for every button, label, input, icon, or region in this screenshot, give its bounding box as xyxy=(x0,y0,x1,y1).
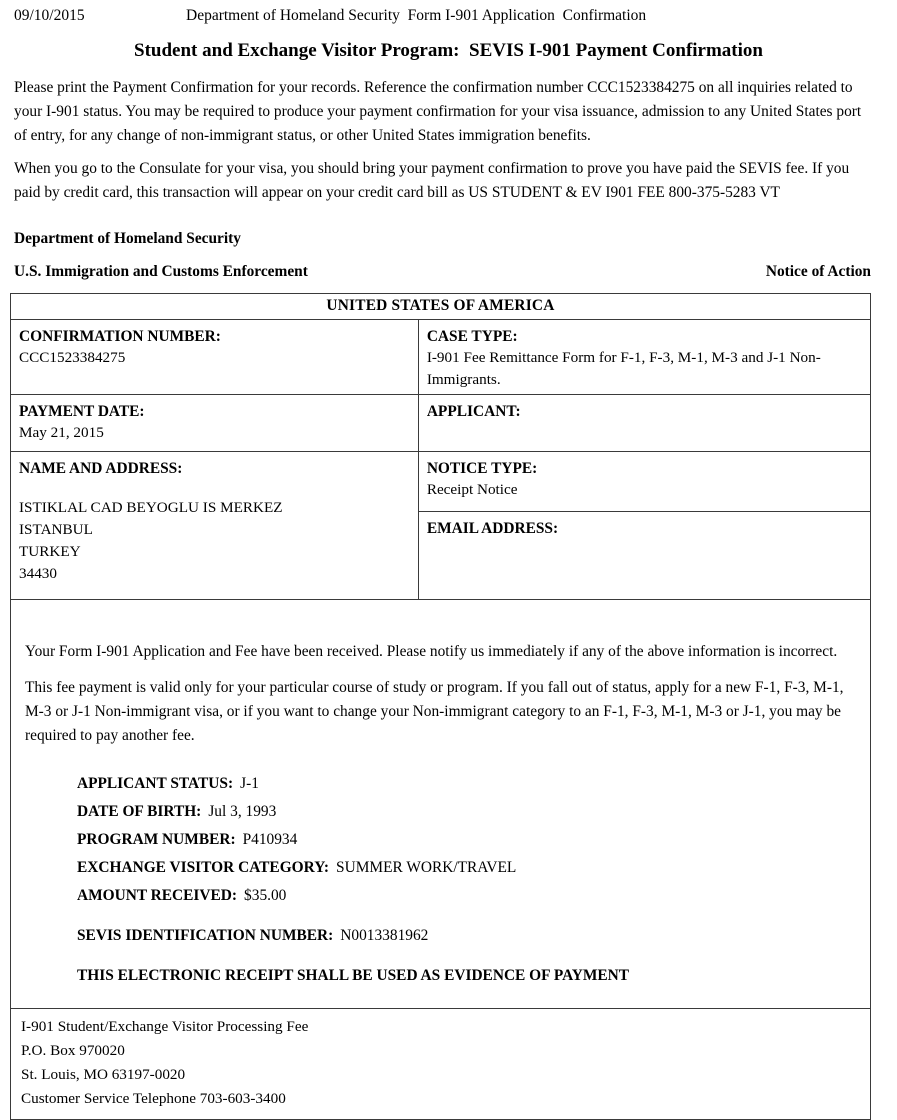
detail-row-applicant-status xyxy=(77,770,854,798)
field-payment-date xyxy=(11,395,418,452)
detail-row-program-number xyxy=(77,826,854,854)
field-case-type xyxy=(419,320,870,395)
detail-row-date-of-birth xyxy=(77,798,854,826)
name-and-address-spacer xyxy=(19,479,418,497)
table-grid xyxy=(11,320,870,599)
sevis-identification-number-value: N0013381962 xyxy=(340,927,429,944)
agency-department: Department of Homeland Security xyxy=(14,230,241,247)
confirmation-number-label: CONFIRMATION NUMBER: xyxy=(19,328,221,345)
header-date: 09/10/2015 xyxy=(14,7,85,24)
address-line-4: 34430 xyxy=(19,565,57,582)
notice-type-value: Receipt Notice xyxy=(426,481,518,498)
address-line-2: ISTANBUL xyxy=(19,521,93,538)
evidence-of-payment-statement: THIS ELECTRONIC RECEIPT SHALL BE USED AS EVIDENCE OF PAYMENT xyxy=(77,967,630,984)
table-right-column xyxy=(419,320,870,599)
detail-row-exchange-visitor-category xyxy=(77,854,854,882)
applicant-status-label: APPLICANT STATUS: xyxy=(77,775,234,792)
footer-line-3: St. Louis, MO 63197-0020 xyxy=(21,1066,186,1083)
document-running-header xyxy=(0,5,897,27)
notice-table xyxy=(10,293,871,1120)
applicant-status-value: J-1 xyxy=(240,775,259,792)
name-and-address-label: NAME AND ADDRESS: xyxy=(19,460,183,477)
applicant-details-list xyxy=(25,770,854,950)
intro-paragraph-2: When you go to the Consulate for your visa, you should bring your payment confirmation to prove you have paid the SEVIS fee. If you paid by credit card, this transaction will appear on your credit card bill as US STUDENT & EV I901 FEE 800-375-5283 VT xyxy=(14,160,850,201)
amount-received-value: $35.00 xyxy=(244,887,287,904)
address-line-3: TURKEY xyxy=(19,543,81,560)
field-applicant xyxy=(419,395,870,452)
amount-received-label: AMOUNT RECEIVED: xyxy=(77,887,238,904)
footer-line-1: I-901 Student/Exchange Visitor Processing Fee xyxy=(21,1018,309,1035)
table-title: UNITED STATES OF AMERICA xyxy=(11,294,870,320)
exchange-visitor-category-value: SUMMER WORK/TRAVEL xyxy=(336,859,517,876)
confirmation-number-value: CCC1523384275 xyxy=(19,349,126,366)
notice-body-section xyxy=(11,599,870,1008)
agency-bureau: U.S. Immigration and Customs Enforcement xyxy=(14,263,308,280)
field-notice-type xyxy=(419,452,870,512)
notice-type-label: NOTICE TYPE: xyxy=(426,460,538,477)
header-form-title: Department of Homeland Security Form I-901 Application Confirmation xyxy=(186,7,647,24)
footer-line-4: Customer Service Telephone 703-603-3400 xyxy=(21,1090,286,1107)
page-title: Student and Exchange Visitor Program: SEVIS I-901 Payment Confirmation xyxy=(134,40,763,61)
address-line-1: ISTIKLAL CAD BEYOGLU IS MERKEZ xyxy=(19,499,283,516)
intro-paragraph-1: Please print the Payment Confirmation for your records. Reference the confirmation number CCC1523384275 on all inquiries related to your I-901 status. You may be required to produce your payment confirmation for your visa issuance, admission to any United States port of entry, for any change of non-immigrant status, or other United States immigration benefits. xyxy=(14,79,862,144)
applicant-label: APPLICANT: xyxy=(426,403,521,420)
processing-fee-address-block xyxy=(11,1008,870,1119)
date-of-birth-label: DATE OF BIRTH: xyxy=(77,803,202,820)
case-type-label: CASE TYPE: xyxy=(426,328,518,345)
field-email-address xyxy=(419,512,870,599)
case-type-value: I-901 Fee Remittance Form for F-1, F-3, M-1, M-3 and J-1 Non-Immigrants. xyxy=(426,349,821,388)
detail-row-sevis-identification-number xyxy=(77,922,854,950)
field-name-and-address xyxy=(11,452,418,599)
email-address-label: EMAIL ADDRESS: xyxy=(426,520,559,537)
payment-date-value: May 21, 2015 xyxy=(19,424,104,441)
program-number-value: P410934 xyxy=(242,831,298,848)
notice-of-action-label: Notice of Action xyxy=(765,263,871,280)
table-left-column xyxy=(11,320,419,599)
exchange-visitor-category-label: EXCHANGE VISITOR CATEGORY: xyxy=(77,859,330,876)
footer-line-2: P.O. Box 970020 xyxy=(21,1042,125,1059)
payment-date-label: PAYMENT DATE: xyxy=(19,403,145,420)
field-confirmation-number xyxy=(11,320,418,395)
date-of-birth-value: Jul 3, 1993 xyxy=(208,803,277,820)
program-number-label: PROGRAM NUMBER: xyxy=(77,831,236,848)
body-paragraph-2: This fee payment is valid only for your particular course of study or program. If you fall out of status, apply for a new F-1, F-3, M-1, M-3 or J-1 Non-immigrant visa, or if you want to change your Non-immigrant category to an F-1, F-3, M-1, M-3 or J-1, you may be required to pay another fee. xyxy=(25,679,844,744)
sevis-identification-number-label: SEVIS IDENTIFICATION NUMBER: xyxy=(77,927,334,944)
detail-row-amount-received xyxy=(77,882,854,910)
body-paragraph-1: Your Form I-901 Application and Fee have been received. Please notify us immediately if any of the above information is incorrect. xyxy=(25,643,838,660)
